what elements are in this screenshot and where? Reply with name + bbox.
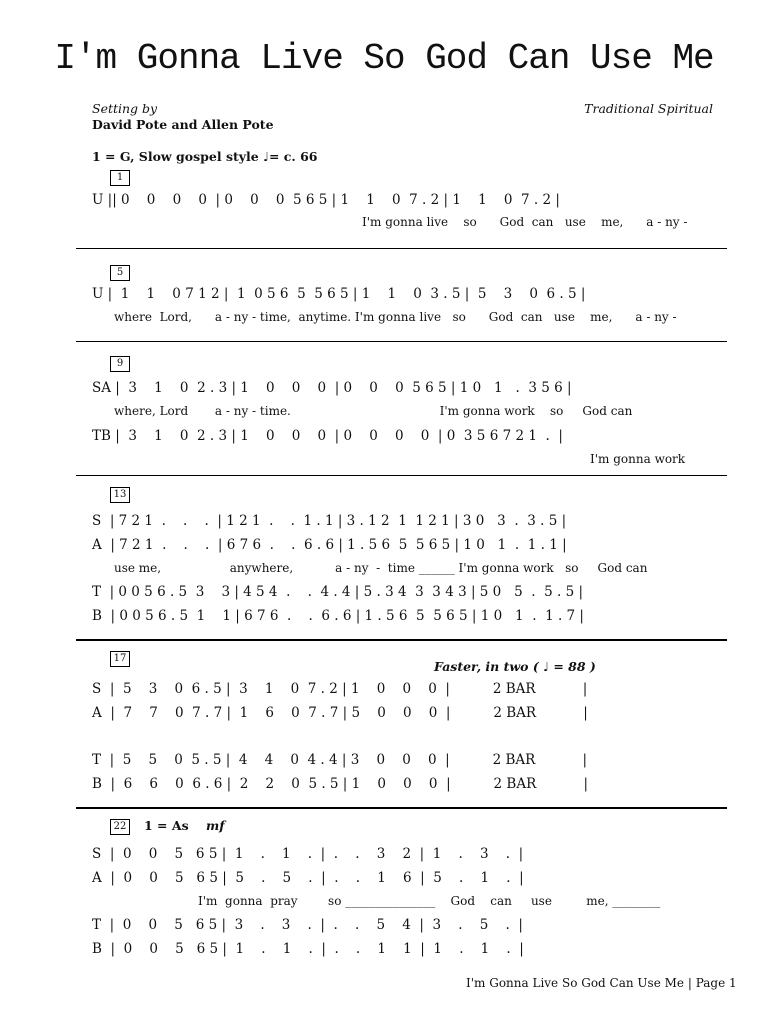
notation-row: S | 0 0 5 6 5 | 1 . 1 . | . . 3 2 | 1 . 3 . |: [92, 846, 524, 862]
key-tempo: 1 = G, Slow gospel style ♩= c. 66: [92, 149, 318, 164]
notation-row: B | 6 6 0 6 . 6 | 2 2 0 5 . 5 | 1 0 0 0 | 2 BAR |: [92, 776, 589, 792]
notation-row: U | 1 1 0 7 1 2 | 1 0 5 6 5 5 6 5 | 1 1 0 3 . 5 | 5 3 0 6 . 5 |: [92, 286, 586, 302]
lyric-row: I'm gonna pray so _______________ God can use me, ________: [198, 894, 661, 908]
notation-row: A | 7 2 1 . . . | 6 7 6 . . 6 . 6 | 1 . 5 6 5 5 6 5 | 1 0 1 . 1 . 1 |: [92, 537, 567, 553]
notation-row: T | 0 0 5 6 . 5 3 3 | 4 5 4 . . 4 . 4 | 5 . 3 4 3 3 4 3 | 5 0 5 . 5 . 5 |: [92, 584, 584, 600]
footer-title: I'm Gonna Live So God Can Use Me: [466, 976, 684, 990]
bar-number: 1: [110, 170, 130, 186]
lyric-row: I'm gonna live so God can use me, a - ny -: [362, 215, 688, 229]
system-divider: [76, 475, 727, 476]
notation-row: TB | 3 1 0 2 . 3 | 1 0 0 0 | 0 0 0 0 | 0 3 5 6 7 2 1 . |: [92, 428, 563, 444]
source-credit: Traditional Spiritual: [584, 101, 713, 116]
system-divider: [76, 248, 727, 249]
key-change: 1 = As: [144, 818, 189, 833]
system-divider: [76, 807, 727, 809]
notation-row: S | 5 3 0 6 . 5 | 3 1 0 7 . 2 | 1 0 0 0 | 2 BAR |: [92, 681, 588, 697]
system-divider: [76, 341, 727, 342]
bar-number: 13: [110, 487, 130, 503]
page-number: Page 1: [695, 976, 737, 990]
notation-row: A | 7 7 0 7 . 7 | 1 6 0 7 . 7 | 5 0 0 0 | 2 BAR |: [92, 705, 588, 721]
lyric-row: I'm gonna work: [590, 452, 686, 466]
bar-number: 17: [110, 651, 130, 667]
bar-number: 22: [110, 819, 130, 835]
arrangers: David Pote and Allen Pote: [92, 117, 274, 132]
notation-row: T | 0 0 5 6 5 | 3 . 3 . | . . 5 4 | 3 . 5 . |: [92, 917, 523, 933]
lyric-row: use me, anywhere, a - ny - time ______ I'm gonna work so God can: [114, 561, 648, 575]
notation-row: SA | 3 1 0 2 . 3 | 1 0 0 0 | 0 0 0 5 6 5 | 1 0 1 . 3 5 6 |: [92, 380, 572, 396]
notation-row: B | 0 0 5 6 5 | 1 . 1 . | . . 1 1 | 1 . 1 . |: [92, 941, 524, 957]
system-divider: [76, 639, 727, 641]
setting-label: Setting by: [92, 101, 158, 116]
notation-row: T | 5 5 0 5 . 5 | 4 4 0 4 . 4 | 3 0 0 0 | 2 BAR |: [92, 752, 588, 768]
notation-row: U || 0 0 0 0 | 0 0 0 5 6 5 | 1 1 0 7 . 2 | 1 1 0 7 . 2 |: [92, 192, 560, 208]
notation-row: S | 7 2 1 . . . | 1 2 1 . . 1 . 1 | 3 . 1 2 1 1 2 1 | 3 0 3 . 3 . 5 |: [92, 513, 567, 529]
page-footer: [466, 976, 737, 990]
dynamic-marking: mf: [206, 818, 225, 833]
lyric-row: where Lord, a - ny - time, anytime. I'm gonna live so God can use me, a - ny -: [114, 310, 677, 324]
footer-separator: |: [687, 976, 692, 990]
notation-row: A | 0 0 5 6 5 | 5 . 5 . | . . 1 6 | 5 . 1 . |: [92, 870, 524, 886]
song-title: I'm Gonna Live So God Can Use Me: [54, 38, 714, 79]
lyric-row: where, Lord a - ny - time. I'm gonna work so God can: [114, 404, 633, 418]
bar-number: 9: [110, 356, 130, 372]
notation-row: B | 0 0 5 6 . 5 1 1 | 6 7 6 . . 6 . 6 | 1 . 5 6 5 5 6 5 | 1 0 1 . 1 . 7 |: [92, 608, 584, 624]
tempo-marking: Faster, in two ( ♩ = 88 ): [434, 659, 596, 674]
bar-number: 5: [110, 265, 130, 281]
